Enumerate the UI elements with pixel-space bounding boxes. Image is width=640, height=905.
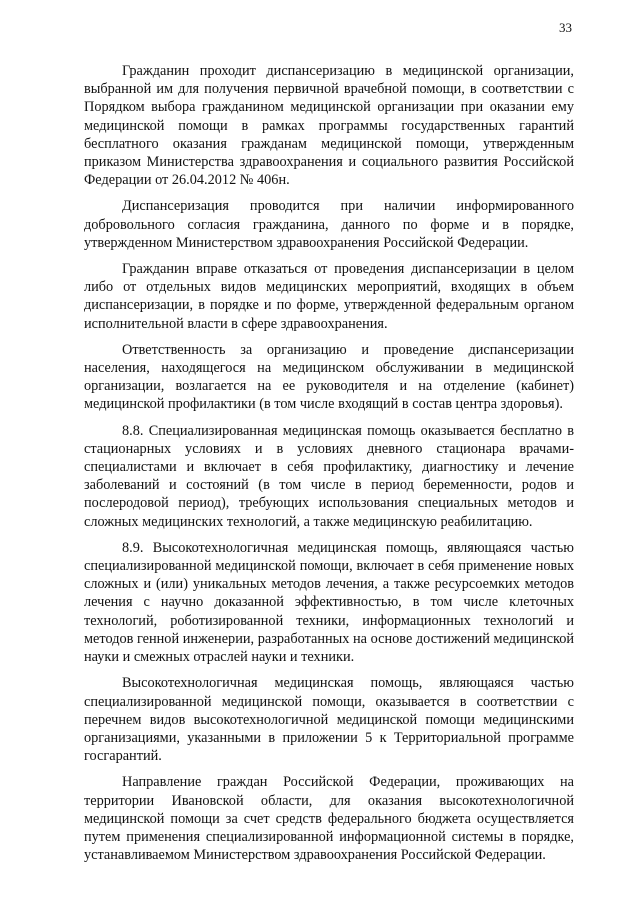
paragraph-responsibility: Ответственность за организацию и проведение диспансеризации населения, находящегося на медицинском обслуживании в медицинской организации, возлагается на ее руководителя и на отделение (кабинет) медицинской профилактики (в том числе входящий в состав центра здоровья). <box>84 341 574 413</box>
paragraph-8-8-specialized-care: 8.8. Специализированная медицинская помощь оказывается бесплатно в стационарных условиях и в условиях дневного стационара врачами-специалистами и включает в себя профилактику, диагностику и лечение заболеваний и состояний (в том числе в период беременности, родов и послеродовой период), требующих использования специальных методов и сложных медицинских технологий, а также медицинскую реабилитацию. <box>84 422 574 530</box>
paragraph-dispensary-choice: Гражданин проходит диспансеризацию в медицинской организации, выбранной им для получения первичной врачебной помощи, в соответствии с Порядком выбора гражданином медицинской организации при оказании ему медицинской помощи в рамках программы государственных гарантий бесплатного оказания гражданам медицинской помощи, утвержденным приказом Министерства здравоохранения и социального развития Российской Федерации от 26.04.2012 № 406н. <box>84 63 574 189</box>
paragraph-high-tech-list: Высокотехнологичная медицинская помощь, являющаяся частью специализированной медицинской помощи, оказывается в соответствии с перечнем видов высокотехнологичной медицинской помощи медицинскими организациями, указанными в приложении 5 к Территориальной программе госгарантий. <box>84 675 574 765</box>
paragraph-right-to-refuse: Гражданин вправе отказаться от проведения диспансеризации в целом либо от отдельных видов медицинских мероприятий, входящих в объем диспансеризации, в порядке и по форме, утвержденной федеральным органом исполнительной власти в сфере здравоохранения. <box>84 261 574 332</box>
page-number: 33 <box>559 20 572 35</box>
paragraph-8-9-high-tech-care: 8.9. Высокотехнологичная медицинская помощь, являющаяся частью специализированной медицинской помощи, включает в себя применение новых сложных и (или) уникальных методов лечения, а также ресурсоемких методов лечения с научно доказанной эффективностью, в том числе клеточных технологий, роботизированной техники, информационных технологий и методов генной инженерии, разработанных на основе достижений медицинской науки и смежных отраслей науки и техники. <box>84 539 574 666</box>
paragraph-informed-consent: Диспансеризация проводится при наличии информированного добровольного согласия гражданина, данного по форме и в порядке, утвержденном Министерством здравоохранения Российской Федерации. <box>84 198 574 251</box>
paragraph-referral: Направление граждан Российской Федерации, проживающих на территории Ивановской области, для оказания высокотехнологичной медицинской помощи за счет средств федерального бюджета осуществляется путем применения специализированной информационной системы в порядке, устанавливаемом Министерством здравоохранения Российской Федерации. <box>84 774 574 864</box>
document-body <box>84 62 574 872</box>
